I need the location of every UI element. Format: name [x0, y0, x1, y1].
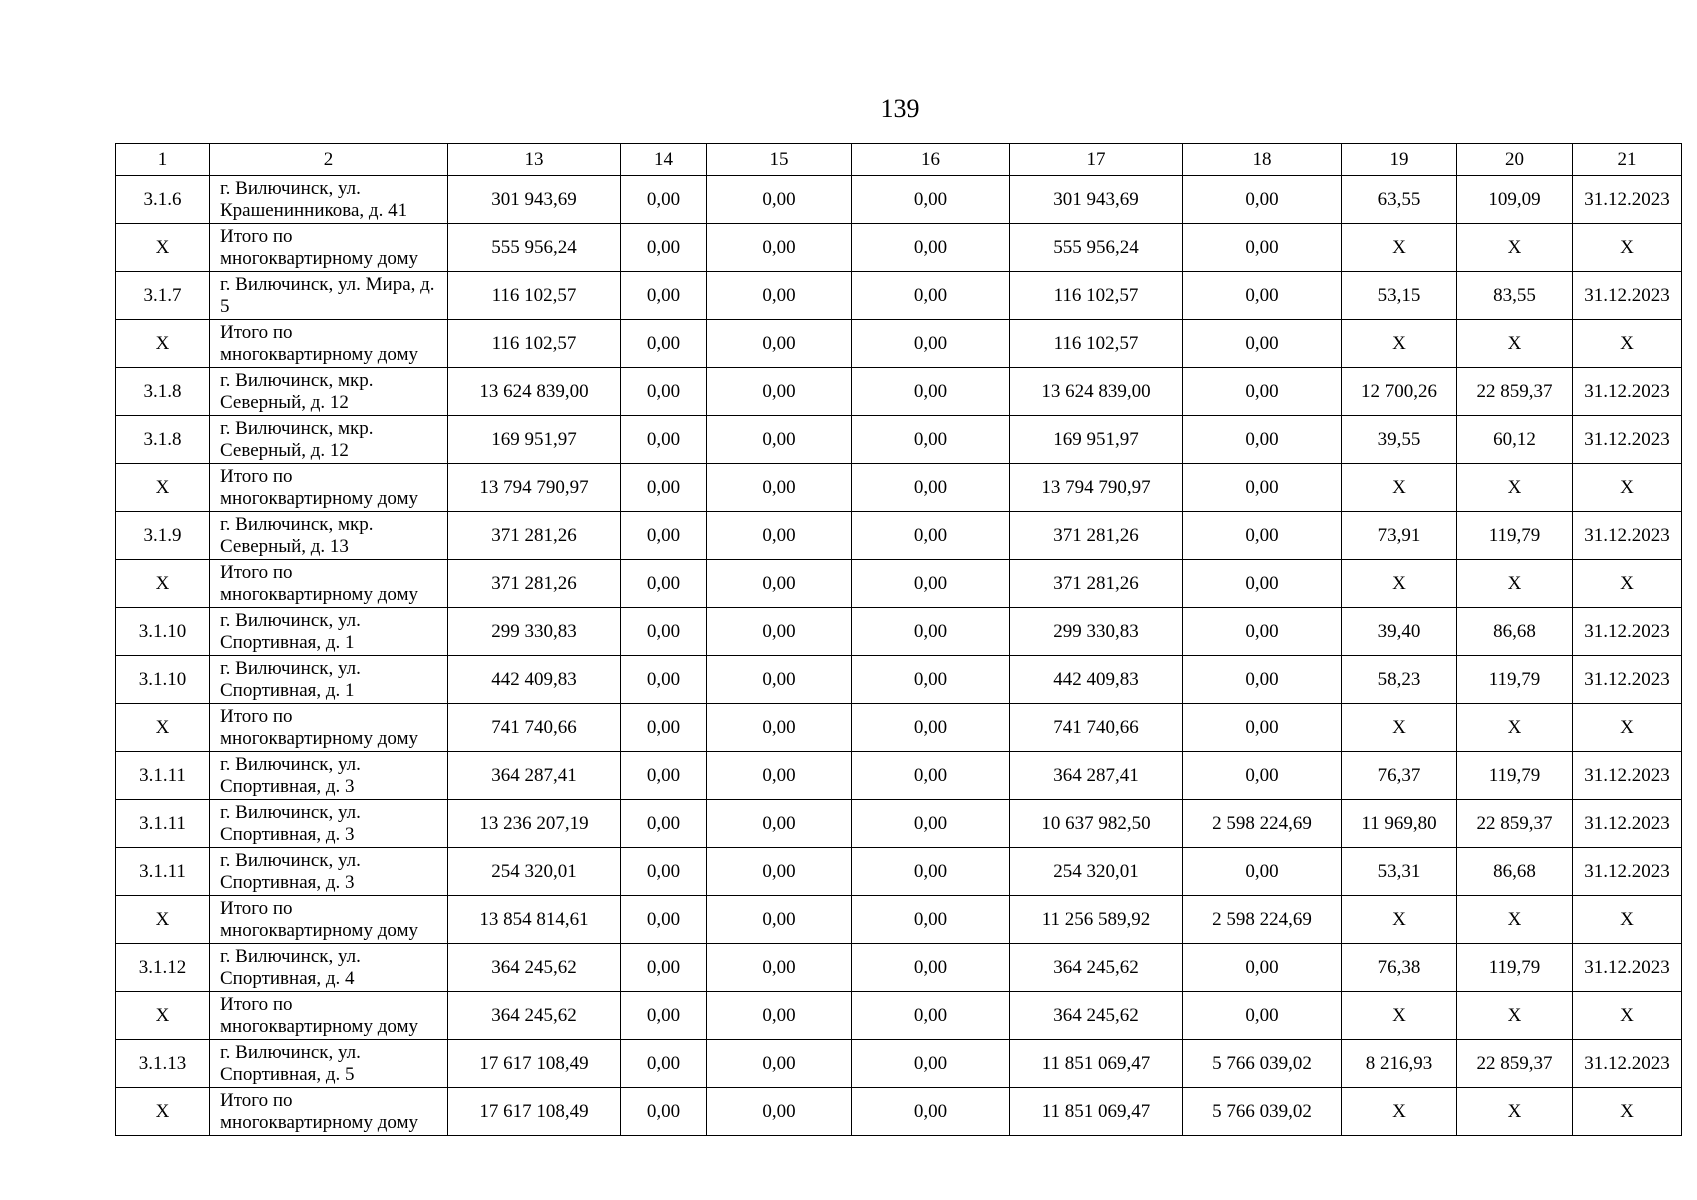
col14-cell: 0,00 [621, 224, 707, 272]
col21-cell: 31.12.2023 [1573, 176, 1682, 224]
col20-cell: X [1457, 1088, 1573, 1136]
col14-cell: 0,00 [621, 848, 707, 896]
col19-cell: 76,38 [1342, 944, 1457, 992]
col16-cell: 0,00 [852, 848, 1010, 896]
col17-cell: 116 102,57 [1010, 320, 1183, 368]
col13-cell: 299 330,83 [448, 608, 621, 656]
col21-cell: X [1573, 896, 1682, 944]
col17-cell: 741 740,66 [1010, 704, 1183, 752]
row-number-cell: 3.1.8 [116, 368, 210, 416]
col16-cell: 0,00 [852, 320, 1010, 368]
row-number-cell: 3.1.6 [116, 176, 210, 224]
col18-cell: 0,00 [1183, 608, 1342, 656]
col21-cell: X [1573, 1088, 1682, 1136]
col16-cell: 0,00 [852, 416, 1010, 464]
row-number-cell: 3.1.8 [116, 416, 210, 464]
table-row [116, 560, 1682, 608]
address-cell: Итого по многоквартирному дому [210, 704, 448, 752]
col16-cell: 0,00 [852, 992, 1010, 1040]
col20-cell: 60,12 [1457, 416, 1573, 464]
address-cell: г. Вилючинск, ул. Спортивная, д. 1 [210, 656, 448, 704]
address-cell: Итого по многоквартирному дому [210, 560, 448, 608]
column-header: 20 [1457, 144, 1573, 176]
col21-cell: 31.12.2023 [1573, 1040, 1682, 1088]
row-number-cell: 3.1.10 [116, 608, 210, 656]
col14-cell: 0,00 [621, 512, 707, 560]
col15-cell: 0,00 [707, 752, 852, 800]
col15-cell: 0,00 [707, 320, 852, 368]
column-header: 17 [1010, 144, 1183, 176]
col13-cell: 371 281,26 [448, 560, 621, 608]
col15-cell: 0,00 [707, 656, 852, 704]
col18-cell: 5 766 039,02 [1183, 1088, 1342, 1136]
address-cell: г. Вилючинск, мкр. Северный, д. 13 [210, 512, 448, 560]
row-number-cell: 3.1.11 [116, 752, 210, 800]
col13-cell: 116 102,57 [448, 320, 621, 368]
col19-cell: X [1342, 320, 1457, 368]
col14-cell: 0,00 [621, 800, 707, 848]
col21-cell: 31.12.2023 [1573, 752, 1682, 800]
address-cell: Итого по многоквартирному дому [210, 896, 448, 944]
column-header: 2 [210, 144, 448, 176]
col18-cell: 0,00 [1183, 704, 1342, 752]
col21-cell: X [1573, 320, 1682, 368]
col13-cell: 13 794 790,97 [448, 464, 621, 512]
col16-cell: 0,00 [852, 608, 1010, 656]
col19-cell: X [1342, 704, 1457, 752]
col17-cell: 371 281,26 [1010, 560, 1183, 608]
col19-cell: 73,91 [1342, 512, 1457, 560]
col18-cell: 0,00 [1183, 560, 1342, 608]
table-row [116, 800, 1682, 848]
col14-cell: 0,00 [621, 992, 707, 1040]
header-row [116, 144, 1682, 176]
col17-cell: 10 637 982,50 [1010, 800, 1183, 848]
col18-cell: 0,00 [1183, 224, 1342, 272]
col17-cell: 254 320,01 [1010, 848, 1183, 896]
row-number-cell: X [116, 704, 210, 752]
address-cell: г. Вилючинск, ул. Спортивная, д. 5 [210, 1040, 448, 1088]
col18-cell: 0,00 [1183, 320, 1342, 368]
table-body [116, 176, 1682, 1136]
col13-cell: 254 320,01 [448, 848, 621, 896]
col13-cell: 364 245,62 [448, 944, 621, 992]
col20-cell: 119,79 [1457, 656, 1573, 704]
col20-cell: 22 859,37 [1457, 368, 1573, 416]
row-number-cell: X [116, 224, 210, 272]
column-header: 13 [448, 144, 621, 176]
row-number-cell: 3.1.11 [116, 800, 210, 848]
col18-cell: 2 598 224,69 [1183, 800, 1342, 848]
col16-cell: 0,00 [852, 512, 1010, 560]
col20-cell: X [1457, 992, 1573, 1040]
col17-cell: 13 624 839,00 [1010, 368, 1183, 416]
address-cell: г. Вилючинск, ул. Спортивная, д. 3 [210, 752, 448, 800]
address-cell: Итого по многоквартирному дому [210, 992, 448, 1040]
col15-cell: 0,00 [707, 368, 852, 416]
col15-cell: 0,00 [707, 608, 852, 656]
column-header: 14 [621, 144, 707, 176]
page-number: 139 [880, 94, 920, 123]
col13-cell: 13 854 814,61 [448, 896, 621, 944]
col13-cell: 13 624 839,00 [448, 368, 621, 416]
col16-cell: 0,00 [852, 272, 1010, 320]
col15-cell: 0,00 [707, 848, 852, 896]
col16-cell: 0,00 [852, 944, 1010, 992]
col16-cell: 0,00 [852, 752, 1010, 800]
col14-cell: 0,00 [621, 560, 707, 608]
col18-cell: 0,00 [1183, 848, 1342, 896]
col18-cell: 0,00 [1183, 416, 1342, 464]
col15-cell: 0,00 [707, 224, 852, 272]
col21-cell: X [1573, 224, 1682, 272]
row-number-cell: 3.1.9 [116, 512, 210, 560]
table-row [116, 704, 1682, 752]
col21-cell: X [1573, 560, 1682, 608]
col18-cell: 0,00 [1183, 992, 1342, 1040]
table-row [116, 896, 1682, 944]
data-table [115, 143, 1682, 1136]
col14-cell: 0,00 [621, 416, 707, 464]
row-number-cell: X [116, 896, 210, 944]
col20-cell: 22 859,37 [1457, 1040, 1573, 1088]
column-header: 15 [707, 144, 852, 176]
col17-cell: 116 102,57 [1010, 272, 1183, 320]
col13-cell: 442 409,83 [448, 656, 621, 704]
col16-cell: 0,00 [852, 1088, 1010, 1136]
col21-cell: 31.12.2023 [1573, 944, 1682, 992]
col20-cell: X [1457, 896, 1573, 944]
col18-cell: 0,00 [1183, 368, 1342, 416]
col20-cell: 86,68 [1457, 848, 1573, 896]
col14-cell: 0,00 [621, 704, 707, 752]
col21-cell: 31.12.2023 [1573, 416, 1682, 464]
row-number-cell: X [116, 1088, 210, 1136]
col15-cell: 0,00 [707, 1040, 852, 1088]
col15-cell: 0,00 [707, 176, 852, 224]
col17-cell: 13 794 790,97 [1010, 464, 1183, 512]
column-header: 18 [1183, 144, 1342, 176]
address-cell: г. Вилючинск, мкр. Северный, д. 12 [210, 416, 448, 464]
col15-cell: 0,00 [707, 944, 852, 992]
col13-cell: 13 236 207,19 [448, 800, 621, 848]
col14-cell: 0,00 [621, 1040, 707, 1088]
col21-cell: 31.12.2023 [1573, 656, 1682, 704]
col20-cell: 119,79 [1457, 752, 1573, 800]
col14-cell: 0,00 [621, 1088, 707, 1136]
address-cell: г. Вилючинск, ул. Спортивная, д. 3 [210, 800, 448, 848]
col19-cell: 12 700,26 [1342, 368, 1457, 416]
col16-cell: 0,00 [852, 176, 1010, 224]
row-number-cell: X [116, 992, 210, 1040]
col19-cell: 53,31 [1342, 848, 1457, 896]
col20-cell: 86,68 [1457, 608, 1573, 656]
col17-cell: 364 287,41 [1010, 752, 1183, 800]
address-cell: Итого по многоквартирному дому [210, 224, 448, 272]
address-cell: Итого по многоквартирному дому [210, 464, 448, 512]
table-row [116, 368, 1682, 416]
column-header: 19 [1342, 144, 1457, 176]
col14-cell: 0,00 [621, 752, 707, 800]
col18-cell: 0,00 [1183, 512, 1342, 560]
col15-cell: 0,00 [707, 416, 852, 464]
col16-cell: 0,00 [852, 224, 1010, 272]
col13-cell: 116 102,57 [448, 272, 621, 320]
col13-cell: 741 740,66 [448, 704, 621, 752]
col19-cell: 58,23 [1342, 656, 1457, 704]
table-row [116, 320, 1682, 368]
table-row [116, 176, 1682, 224]
col13-cell: 364 287,41 [448, 752, 621, 800]
col17-cell: 169 951,97 [1010, 416, 1183, 464]
col17-cell: 364 245,62 [1010, 944, 1183, 992]
col18-cell: 0,00 [1183, 944, 1342, 992]
col20-cell: X [1457, 704, 1573, 752]
col15-cell: 0,00 [707, 896, 852, 944]
col13-cell: 17 617 108,49 [448, 1088, 621, 1136]
col17-cell: 364 245,62 [1010, 992, 1183, 1040]
col17-cell: 371 281,26 [1010, 512, 1183, 560]
address-cell: г. Вилючинск, ул. Спортивная, д. 3 [210, 848, 448, 896]
col19-cell: X [1342, 992, 1457, 1040]
row-number-cell: 3.1.10 [116, 656, 210, 704]
table-row [116, 608, 1682, 656]
address-cell: г. Вилючинск, ул. Спортивная, д. 1 [210, 608, 448, 656]
col21-cell: 31.12.2023 [1573, 368, 1682, 416]
address-cell: Итого по многоквартирному дому [210, 320, 448, 368]
table-row [116, 1040, 1682, 1088]
col21-cell: 31.12.2023 [1573, 512, 1682, 560]
table-row [116, 992, 1682, 1040]
table-row [116, 224, 1682, 272]
column-header: 16 [852, 144, 1010, 176]
col13-cell: 371 281,26 [448, 512, 621, 560]
col21-cell: X [1573, 464, 1682, 512]
column-header: 21 [1573, 144, 1682, 176]
col21-cell: 31.12.2023 [1573, 608, 1682, 656]
table-row [116, 944, 1682, 992]
col19-cell: 39,40 [1342, 608, 1457, 656]
col21-cell: 31.12.2023 [1573, 848, 1682, 896]
col15-cell: 0,00 [707, 464, 852, 512]
col18-cell: 0,00 [1183, 464, 1342, 512]
col18-cell: 0,00 [1183, 272, 1342, 320]
col19-cell: 53,15 [1342, 272, 1457, 320]
row-number-cell: X [116, 320, 210, 368]
col15-cell: 0,00 [707, 704, 852, 752]
col18-cell: 0,00 [1183, 176, 1342, 224]
address-cell: г. Вилючинск, мкр. Северный, д. 12 [210, 368, 448, 416]
col14-cell: 0,00 [621, 368, 707, 416]
col14-cell: 0,00 [621, 464, 707, 512]
col19-cell: X [1342, 560, 1457, 608]
col13-cell: 169 951,97 [448, 416, 621, 464]
col16-cell: 0,00 [852, 1040, 1010, 1088]
col13-cell: 364 245,62 [448, 992, 621, 1040]
col21-cell: 31.12.2023 [1573, 800, 1682, 848]
col17-cell: 11 851 069,47 [1010, 1088, 1183, 1136]
row-number-cell: X [116, 560, 210, 608]
table-row [116, 512, 1682, 560]
col20-cell: 119,79 [1457, 944, 1573, 992]
col15-cell: 0,00 [707, 512, 852, 560]
col19-cell: X [1342, 1088, 1457, 1136]
col20-cell: X [1457, 224, 1573, 272]
col21-cell: 31.12.2023 [1573, 272, 1682, 320]
col18-cell: 0,00 [1183, 752, 1342, 800]
col15-cell: 0,00 [707, 1088, 852, 1136]
col17-cell: 301 943,69 [1010, 176, 1183, 224]
col14-cell: 0,00 [621, 944, 707, 992]
row-number-cell: X [116, 464, 210, 512]
address-cell: г. Вилючинск, ул. Спортивная, д. 4 [210, 944, 448, 992]
address-cell: г. Вилючинск, ул. Крашенинникова, д. 41 [210, 176, 448, 224]
col17-cell: 555 956,24 [1010, 224, 1183, 272]
col20-cell: 22 859,37 [1457, 800, 1573, 848]
row-number-cell: 3.1.7 [116, 272, 210, 320]
address-cell: Итого по многоквартирному дому [210, 1088, 448, 1136]
col20-cell: X [1457, 464, 1573, 512]
col13-cell: 301 943,69 [448, 176, 621, 224]
table-row [116, 464, 1682, 512]
col18-cell: 0,00 [1183, 656, 1342, 704]
col18-cell: 5 766 039,02 [1183, 1040, 1342, 1088]
col14-cell: 0,00 [621, 272, 707, 320]
col16-cell: 0,00 [852, 464, 1010, 512]
col19-cell: X [1342, 464, 1457, 512]
column-header: 1 [116, 144, 210, 176]
table-row [116, 1088, 1682, 1136]
col16-cell: 0,00 [852, 704, 1010, 752]
col16-cell: 0,00 [852, 896, 1010, 944]
col13-cell: 17 617 108,49 [448, 1040, 621, 1088]
col15-cell: 0,00 [707, 272, 852, 320]
col14-cell: 0,00 [621, 656, 707, 704]
col21-cell: X [1573, 992, 1682, 1040]
col17-cell: 442 409,83 [1010, 656, 1183, 704]
col19-cell: 8 216,93 [1342, 1040, 1457, 1088]
col14-cell: 0,00 [621, 176, 707, 224]
table-row [116, 272, 1682, 320]
col19-cell: X [1342, 224, 1457, 272]
col19-cell: X [1342, 896, 1457, 944]
col19-cell: 63,55 [1342, 176, 1457, 224]
table-row [116, 848, 1682, 896]
col13-cell: 555 956,24 [448, 224, 621, 272]
col14-cell: 0,00 [621, 608, 707, 656]
col16-cell: 0,00 [852, 800, 1010, 848]
col21-cell: X [1573, 704, 1682, 752]
col20-cell: 83,55 [1457, 272, 1573, 320]
col17-cell: 11 851 069,47 [1010, 1040, 1183, 1088]
col15-cell: 0,00 [707, 992, 852, 1040]
table-row [116, 416, 1682, 464]
col15-cell: 0,00 [707, 800, 852, 848]
col19-cell: 11 969,80 [1342, 800, 1457, 848]
col20-cell: 109,09 [1457, 176, 1573, 224]
col16-cell: 0,00 [852, 368, 1010, 416]
row-number-cell: 3.1.13 [116, 1040, 210, 1088]
col20-cell: 119,79 [1457, 512, 1573, 560]
col19-cell: 76,37 [1342, 752, 1457, 800]
table-row [116, 656, 1682, 704]
col17-cell: 11 256 589,92 [1010, 896, 1183, 944]
col18-cell: 2 598 224,69 [1183, 896, 1342, 944]
col14-cell: 0,00 [621, 896, 707, 944]
col20-cell: X [1457, 560, 1573, 608]
row-number-cell: 3.1.12 [116, 944, 210, 992]
row-number-cell: 3.1.11 [116, 848, 210, 896]
col17-cell: 299 330,83 [1010, 608, 1183, 656]
col15-cell: 0,00 [707, 560, 852, 608]
col16-cell: 0,00 [852, 656, 1010, 704]
col20-cell: X [1457, 320, 1573, 368]
table-row [116, 752, 1682, 800]
address-cell: г. Вилючинск, ул. Мира, д. 5 [210, 272, 448, 320]
col14-cell: 0,00 [621, 320, 707, 368]
col19-cell: 39,55 [1342, 416, 1457, 464]
col16-cell: 0,00 [852, 560, 1010, 608]
